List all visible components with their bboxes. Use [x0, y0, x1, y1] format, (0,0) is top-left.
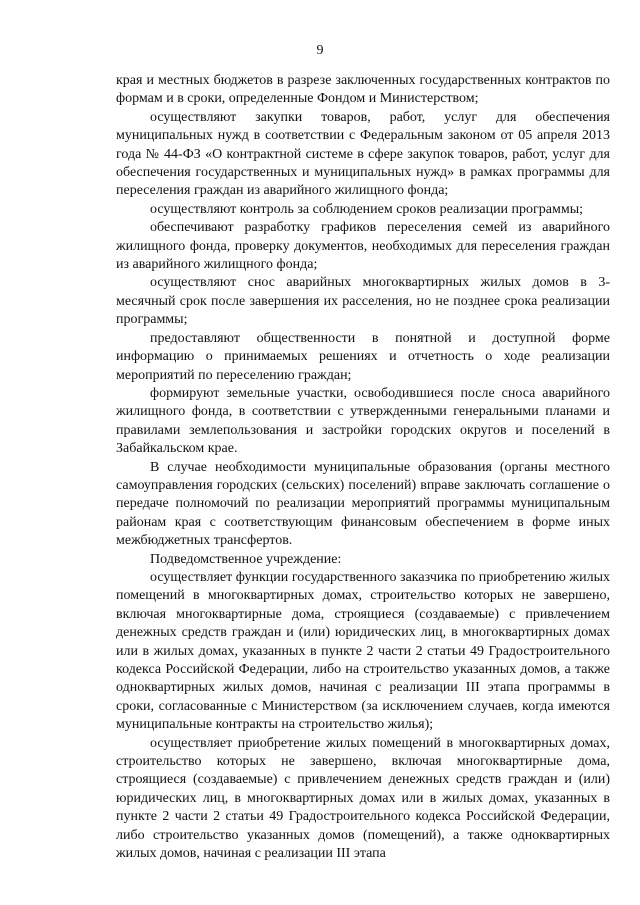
document-body	[116, 72, 610, 863]
paragraph-housing-acquisition: осуществляет приобретение жилых помещений в многоквартирных домах, строительство которых не завершено, включая многоквартирные дома, строящиеся (создаваемые) с привлечением денежных средств граждан и (или) юридических лиц, в многоквартирных домах или в жилых домах, указанных в пункте 2 части 2 статьи 49 Градостроительного кодекса Российской Федерации, либо строительство указанных домов (помещений), а также одноквартирных жилых домов, начиная с реализации III этапа	[116, 735, 610, 862]
page-number: 9	[316, 43, 324, 58]
paragraph-subordinate-institution: Подведомственное учреждение:	[150, 551, 342, 567]
paragraph-delegation-agreement: В случае необходимости муниципальные образования (органы местного самоуправления городских (сельских) поселений) вправе заключать соглашение о передаче полномочий по реализации мероприятий программы муниципальным районам края с соответствующим финансовым обеспечением в форме иных межбюджетных трансфертов.	[116, 459, 610, 549]
paragraph-deadline-control: осуществляют контроль за соблюдением сроков реализации программы;	[150, 201, 584, 217]
paragraph-budget-contracts: края и местных бюджетов в разрезе заключенных государственных контрактов по формам и в сроки, определенные Фондом и Министерством;	[116, 73, 610, 107]
paragraph-state-customer-functions: осуществляет функции государственного заказчика по приобретению жилых помещений в многоквартирных домах, строительство которых не завершено, включая многоквартирные дома, строящиеся (создаваемые) с привлечением денежных средств граждан и (или) юридических лиц, в многоквартирных домах или в жилых домах, указанных в пункте 2 части 2 статьи 49 Градостроительного кодекса Российской Федерации, либо на строительство указанных домов, а также одноквартирных жилых домов, начиная с реализации III этапа программы в сроки, согласованные с Министерством (за исключением случаев, когда имеются муниципальные контракты на строительство жилья);	[116, 569, 610, 733]
paragraph-land-plots: формируют земельные участки, освободившиеся после сноса аварийного жилищного фонда, в соответствии с утвержденными генеральными планами и правилами землепользования и застройки городских округов и поселений в Забайкальском крае.	[116, 385, 610, 457]
paragraph-public-information: предоставляют общественности в понятной и доступной форме информацию о принимаемых решениях и отчетность о ходе реализации мероприятий по переселению граждан;	[116, 330, 610, 383]
paragraph-procurement: осуществляют закупки товаров, работ, услуг для обеспечения муниципальных нужд в соответствии с Федеральным законом от 05 апреля 2013 года № 44-ФЗ «О контрактной системе в сфере закупок товаров, работ, услуг для обеспечения государственных и муниципальных нужд» в рамках программы для переселения граждан из аварийного жилищного фонда;	[116, 109, 610, 199]
paragraph-resettlement-schedules: обеспечивают разработку графиков переселения семей из аварийного жилищного фонда, проверку документов, необходимых для переселения граждан из аварийного жилищного фонда;	[116, 220, 610, 273]
paragraph-demolition: осуществляют снос аварийных многоквартирных жилых домов в 3-месячный срок после завершения их расселения, но не позднее срока реализации программы;	[116, 275, 610, 328]
